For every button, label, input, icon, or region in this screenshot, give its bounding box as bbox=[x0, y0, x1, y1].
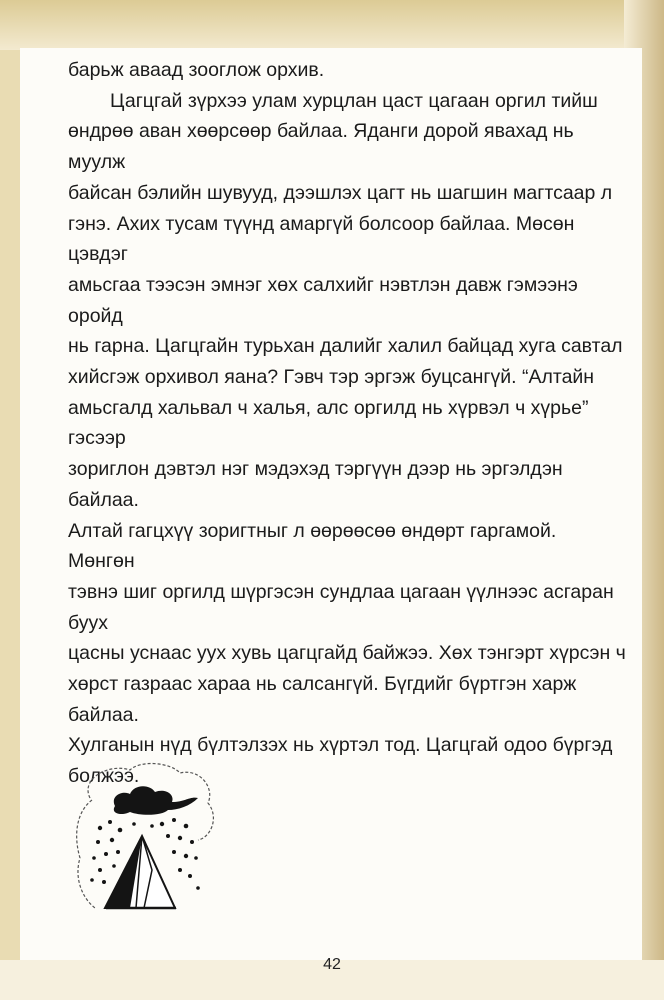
book-top-edge bbox=[0, 0, 664, 50]
text-line: хийсгэж орхивол яана? Гэвч тэр эргэж буцсангүй. “Алтайн bbox=[68, 366, 595, 389]
text-line: Хулганын нүд бүлтэлзэх нь хүртэл тод. Цагцгай одоо бүргэд bbox=[68, 734, 613, 757]
main-paragraph bbox=[68, 86, 628, 792]
text-line: болжээ. bbox=[68, 765, 140, 788]
page-text bbox=[68, 55, 628, 792]
text-line: амьсгаа тээсэн эмнэг хөх салхийг нэвтлэн давж гэмээнэ оройд bbox=[68, 273, 578, 327]
text-line: амьсгалд хальвал ч халья, алс оргилд нь хүрвэл ч хүрье” гэсээр bbox=[68, 396, 589, 450]
text-line: нь гарна. Цагцгайн турьхан далийг халил байцад хуга савтал bbox=[68, 335, 623, 358]
text-line: хөрст газраас хараа нь салсангүй. Бүгдийг бүртгэн харж байлаа. bbox=[68, 673, 577, 726]
text-line: зориглон дэвтэл нэг мэдэхэд тэргүүн дээр нь эргэлдэн байлаа. bbox=[68, 458, 563, 511]
lead-line: барьж аваад зооглож орхив. bbox=[68, 59, 325, 81]
text-line: гэнэ. Ахих тусам түүнд амаргүй болсоор байлаа. Мөсөн цэвдэг bbox=[68, 212, 575, 266]
text-line: Алтай гагцхүү зоригтныг л өөрөөсөө өндөрт гаргамой. Мөнгөн bbox=[68, 519, 557, 573]
page-number: 42 bbox=[323, 956, 341, 973]
text-line: өндрөө аван хөөрсөөр байлаа. Яданги дорой явахад нь муулж bbox=[68, 120, 574, 174]
text-line: тэвнэ шиг оргилд шүргэсэн сундлаа цагаан үүлнээс асгаран буух bbox=[68, 580, 614, 634]
text-line: Цагцгай зүрхээ улам хурцлан цаст цагаан оргил тийш bbox=[110, 89, 598, 112]
mountain-snow-cloud-illustration bbox=[70, 758, 220, 928]
text-line: байсан бэлийн шувууд, дээшлэх цагт нь шагшин магтсаар л bbox=[68, 181, 613, 204]
text-line: цасны уснаас уух хувь цагцгайд байжээ. Хөх тэнгэрт хүрсэн ч bbox=[68, 642, 626, 665]
